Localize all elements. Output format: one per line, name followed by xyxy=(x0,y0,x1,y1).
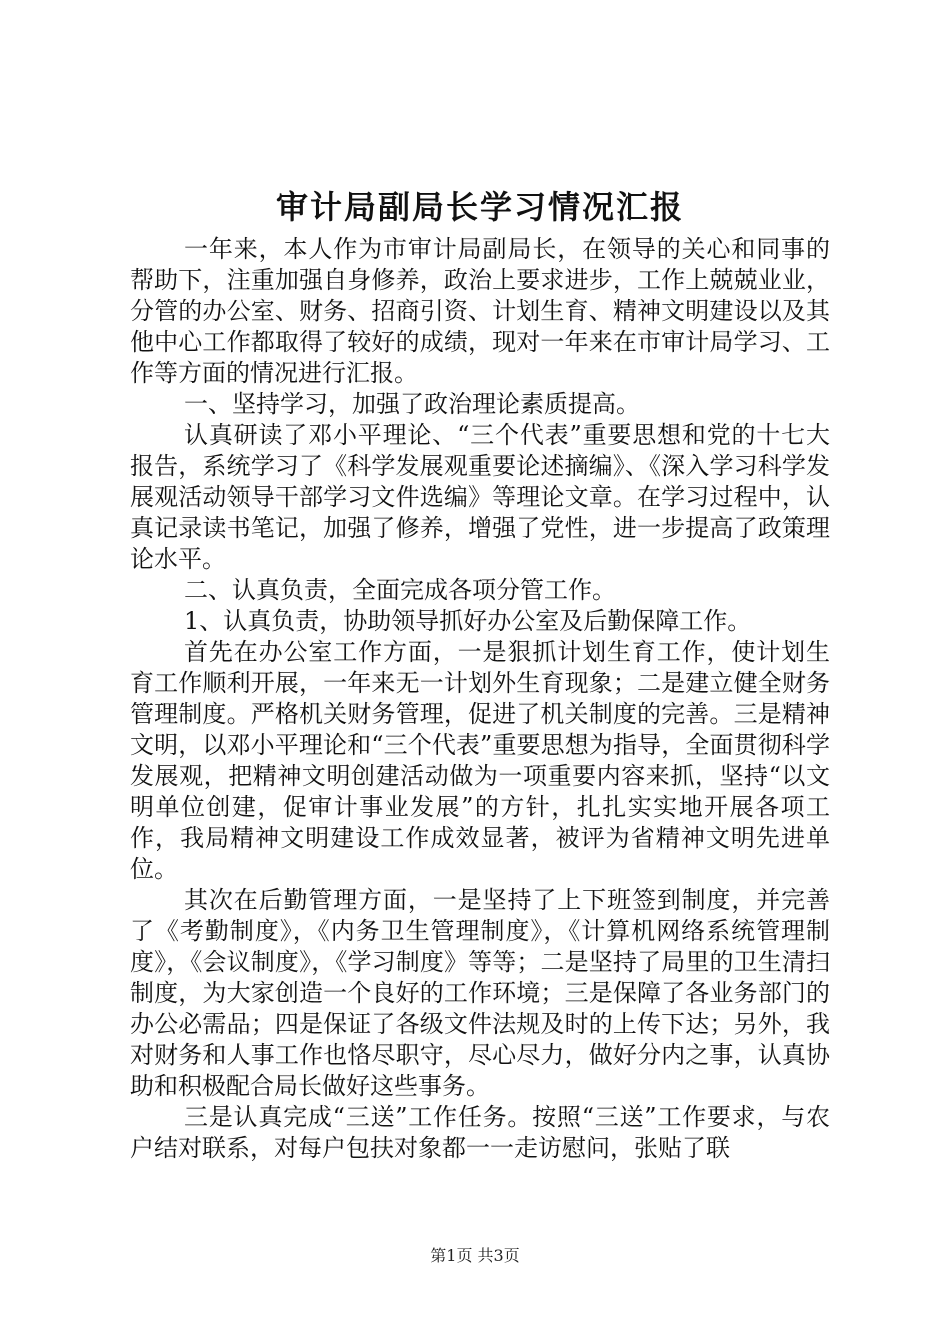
paragraph-study: 认真研读了邓小平理论、“三个代表”重要思想和党的十七大报告，系统学习了《科学发展观重要论述摘编》、《深入学习科学发展观活动领导干部学习文件选编》等理论文章。在学习过程中，认真记录读书笔记，加强了修养，增强了党性，进一步提高了政策理论水平。 xyxy=(130,421,830,574)
page-footer: 第1页 共3页 xyxy=(430,1246,520,1265)
paragraph-logistics: 其次在后勤管理方面，一是坚持了上下班签到制度，并完善了《考勤制度》，《内务卫生管理制度》，《计算机网络系统管理制度》，《会议制度》，《学习制度》等等；二是坚持了局里的卫生清扫制度，为大家创造一个良好的工作环境；三是保障了各业务部门的办公必需品；四是保证了各级文件法规及时的上传下达；另外，我对财务和人事工作也恪尽职守，尽心尽力，做好分内之事，认真协助和积极配合局长做好这些事务。 xyxy=(130,886,830,1101)
paragraph-office-work: 首先在办公室工作方面，一是狠抓计划生育工作，使计划生育工作顺利开展，一年来无一计划外生育现象；二是建立健全财务管理制度。严格机关财务管理，促进了机关制度的完善。三是精神文明，以邓小平理论和“三个代表”重要思想为指导，全面贯彻科学发展观，把精神文明创建活动做为一项重要内容来抓，坚持“以文明单位创建，促审计事业发展”的方针，扎扎实实地开展各项工作，我局精神文明建设工作成效显著，被评为省精神文明先进单位。 xyxy=(130,638,830,884)
document-page xyxy=(130,178,830,1164)
document-title: 审计局副局长学习情况汇报 xyxy=(275,188,684,226)
section-heading-2: 二、认真负责，全面完成各项分管工作。 xyxy=(184,576,616,605)
section-heading-1: 一、坚持学习，加强了政治理论素质提高。 xyxy=(184,390,640,419)
paragraph-three-send: 三是认真完成“三送”工作任务。按照“三送”工作要求，与农户结对联系，对每户包扶对象都一一走访慰问，张贴了联 xyxy=(130,1103,830,1163)
paragraph-intro: 一年来，本人作为市审计局副局长，在领导的关心和同事的帮助下，注重加强自身修养，政治上要求进步，工作上兢兢业业，分管的办公室、财务、招商引资、计划生育、精神文明建设以及其他中心工作都取得了较好的成绩，现对一年来在市审计局学习、工作等方面的情况进行汇报。 xyxy=(130,235,830,388)
subsection-heading-1: 1、认真负责，协助领导抓好办公室及后勤保障工作。 xyxy=(184,607,752,636)
